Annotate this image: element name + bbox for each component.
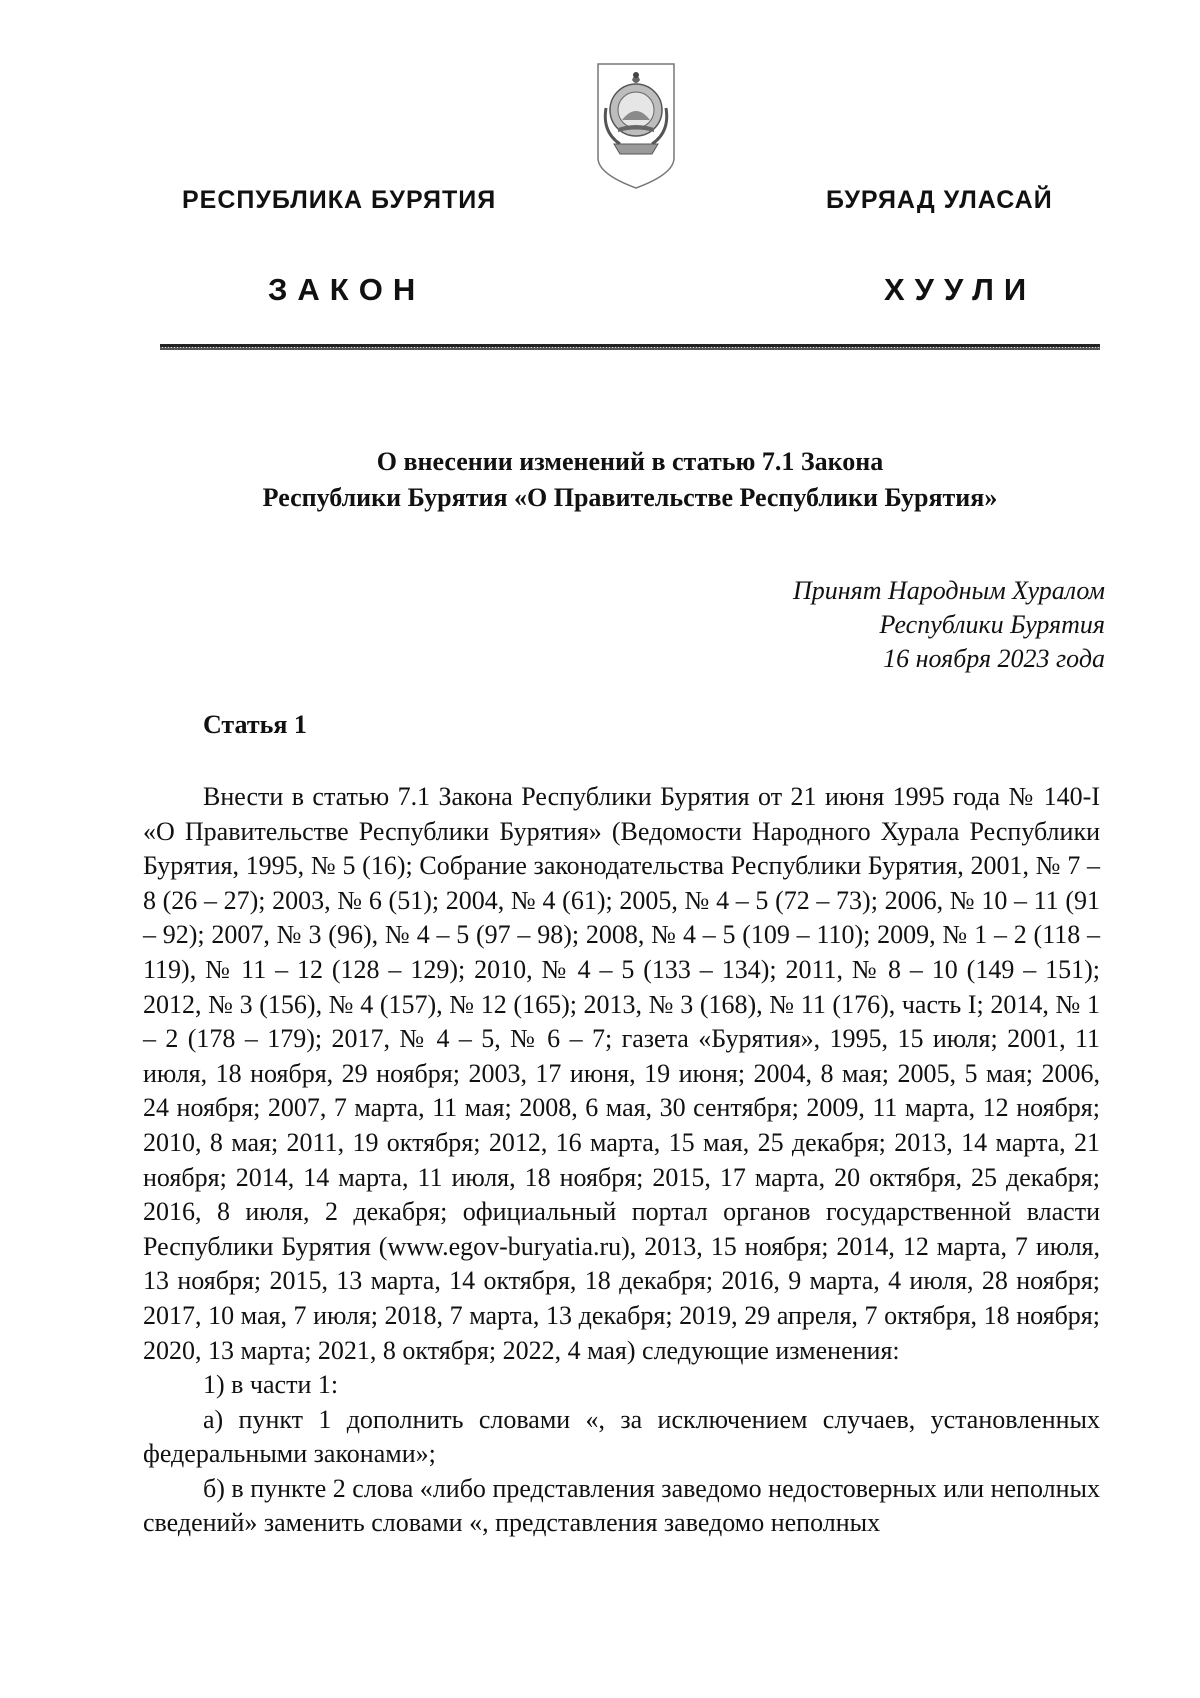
- document-title: [160, 444, 1100, 516]
- coat-of-arms-icon: [596, 62, 676, 190]
- paragraph-item-b: б) в пункте 2 слова «либо представления заведомо недостоверных или неполных сведений» заменить словами «, представления заведомо неполных: [143, 1473, 1100, 1538]
- adoption-line-1: Принят Народным Хуралом: [792, 576, 1105, 605]
- article-heading: Статья 1: [203, 710, 307, 739]
- republic-name-russian: РЕСПУБЛИКА БУРЯТИЯ: [182, 186, 497, 214]
- article-body: [143, 780, 1100, 1541]
- paragraph-part-1: 1) в части 1:: [203, 1370, 339, 1400]
- title-line-1: О внесении изменений в статью 7.1 Закона: [376, 447, 884, 476]
- paragraph-item-a: а) пункт 1 дополнить словами «, за исключением случаев, установленных федеральными законами»;: [143, 1404, 1100, 1469]
- adoption-line-2: Республики Бурятия: [879, 610, 1105, 639]
- republic-name-buryat: БУРЯАД УЛАСАЙ: [826, 186, 1053, 214]
- law-label-russian: ЗАКОН: [268, 272, 426, 307]
- header-divider: [160, 344, 1100, 350]
- adoption-note: [793, 574, 1105, 676]
- paragraph-main: Внести в статью 7.1 Закона Республики Бурятия от 21 июня 1995 года № 140-I «О Правительстве Республики Бурятия» (Ведомости Народного Хурала Республики Бурятия, 1995, № 5 (16); Собрание законодательства Республики Бурятия, 2001, № 7 – 8 (26 – 27); 2003, № 6 (51); 2004, № 4 (61); 2005, № 4 – 5 (72 – 73); 2006, № 10 – 11 (91 – 92); 2007, № 3 (96), № 4 – 5 (97 – 98); 2008, № 4 – 5 (109 – 110); 2009, № 1 – 2 (118 – 119), № 11 – 12 (128 – 129); 2010, № 4 – 5 (133 – 134); 2011, № 8 – 10 (149 – 151); 2012, № 3 (156), № 4 (157), № 12 (165); 2013, № 3 (168), № 11 (176), часть I; 2014, № 1 – 2 (178 – 179); 2017, № 4 – 5, № 6 – 7; газета «Бурятия», 1995, 15 июля; 2001, 11 июля, 18 ноября, 29 ноября; 2003, 17 июня, 19 июня; 2004, 8 мая; 2005, 5 мая; 2006, 24 ноября; 2007, 7 марта, 11 мая; 2008, 6 мая, 30 сентября; 2009, 11 марта, 12 ноября; 2010, 8 мая; 2011, 19 октября; 2012, 16 марта, 15 мая, 25 декабря; 2013, 14 марта, 21 ноября; 2014, 14 марта, 11 июля, 18 ноября; 2015, 17 марта, 20 октября, 25 декабря; 2016, 8 июля, 2 декабря; официальный портал органов государственной власти Республики Бурятия (www.egov-buryatia.ru), 2013, 15 ноября; 2014, 12 марта, 7 июля, 13 ноября; 2015, 13 марта, 14 октября, 18 декабря; 2016, 9 марта, 4 июля, 28 ноября; 2017, 10 мая, 7 июля; 2018, 7 марта, 13 декабря; 2019, 29 апреля, 7 октября, 18 ноября; 2020, 13 марта; 2021, 8 октября; 2022, 4 мая) следующие изменения:: [143, 782, 1100, 1365]
- adoption-date: 16 ноября 2023 года: [883, 644, 1105, 673]
- law-label-buryat: ХУУЛИ: [884, 272, 1037, 307]
- title-line-2: Республики Бурятия «О Правительстве Республики Бурятия»: [262, 483, 998, 512]
